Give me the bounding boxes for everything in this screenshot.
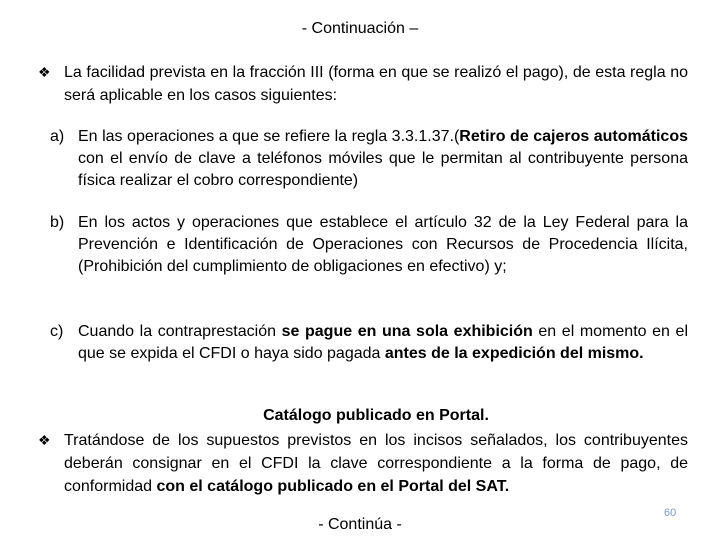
list-item-c-text	[78, 321, 688, 365]
diamond-bullet-icon: ❖	[38, 64, 51, 80]
list-item-c-text-1: Cuando la contraprestación	[78, 323, 282, 340]
bullet-paragraph-2	[64, 429, 688, 498]
list-item-a-text	[78, 126, 688, 192]
list-item-c-label: c)	[50, 323, 64, 340]
page-number: 60	[664, 507, 677, 519]
list-item-b	[50, 212, 688, 278]
list-item-c-bold-2: antes de la expedición del mismo.	[384, 345, 644, 362]
list-item-a-bold: Retiro de cajeros automáticos	[459, 128, 688, 145]
continuation-header: - Continuación –	[301, 20, 419, 37]
list-item-c-bold-1: se pague en una sola exhibición	[281, 323, 533, 340]
list-item-a-text-1: En las operaciones a que se refiere la regla 3.3.1.37.(	[78, 128, 460, 145]
bullet-paragraph-1: La facilidad prevista en la fracción III (forma en que se realizó el pago), de esta regla no será aplicable en los casos siguientes:	[64, 64, 688, 104]
list-item-c-text-2: en el momento en el que se expida el CFDI o haya sido pagada	[78, 323, 689, 362]
bullet-paragraph-2-bold: con el catálogo publicado en el Portal del SAT.	[156, 478, 510, 495]
list-item-c	[50, 321, 688, 365]
catalog-heading: Catálogo publicado en Portal.	[263, 407, 489, 424]
list-item-a-text-2: con el envío de clave a teléfonos móviles que le permitan al contribuyente persona física realizar el cobro correspondiente)	[78, 150, 688, 189]
list-item-b-text: En los actos y operaciones que establece el artículo 32 de la Ley Federal para la Prevención e Identificación de Operaciones con Recursos de Procedencia Ilícita, (Prohibición del cumplimiento de obligaciones en efectivo) y;	[78, 214, 688, 275]
list-item-b-label: b)	[50, 214, 65, 231]
bullet-paragraph-2-text: Tratándose de los supuestos previstos en los incisos señalados, los contribuyentes deberán consignar en el CFDI la clave correspondiente a la forma de pago, de conformidad	[64, 432, 688, 495]
diamond-bullet-icon: ❖	[38, 432, 51, 448]
list-item-a-label: a)	[50, 128, 65, 145]
list-item-a	[50, 126, 688, 192]
continues-footer: - Continúa -	[318, 516, 402, 533]
